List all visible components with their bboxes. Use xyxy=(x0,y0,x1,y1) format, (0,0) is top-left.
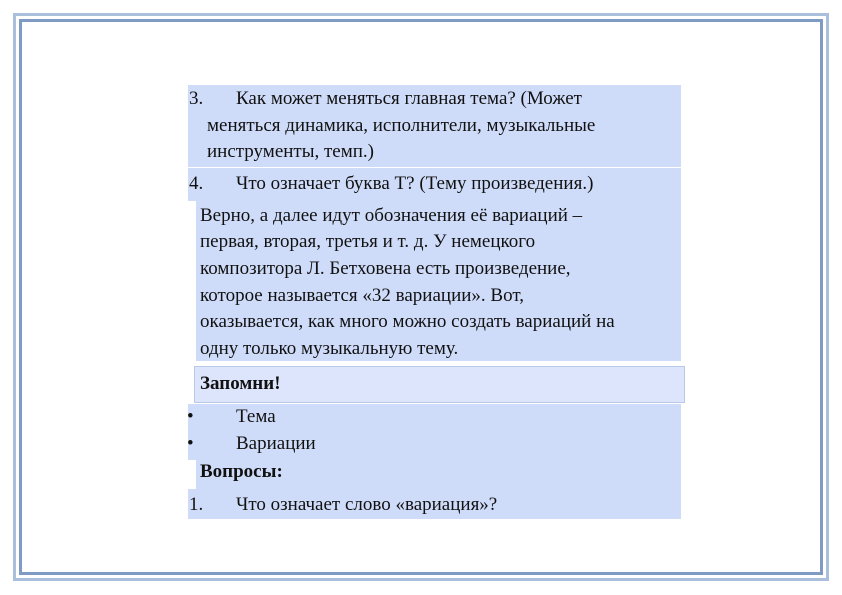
explanation-line-5: оказывается, как много можно создать вариаций на xyxy=(200,311,615,332)
explanation-line-6: одну только музыкальную тему. xyxy=(200,338,459,359)
question-4-text: Что означает буква Т? (Тему произведения.) xyxy=(236,173,594,194)
question-3-number: 3. xyxy=(189,88,204,109)
explanation-line-4: которое называется «32 вариации». Вот, xyxy=(200,285,524,306)
explanation-line-2: первая, вторая, третья и т. д. У немецкого xyxy=(200,231,536,252)
question-1-text: Что означает слово «вариация»? xyxy=(236,494,498,515)
remember-title: Запомни! xyxy=(200,373,281,394)
remember-item-2: Вариации xyxy=(236,433,316,454)
questions-title: Вопросы: xyxy=(200,461,283,482)
bullet-icon: • xyxy=(187,433,194,454)
remember-item-1: Тема xyxy=(236,406,276,427)
question-3-line-2: меняться динамика, исполнители, музыкальные xyxy=(207,115,596,136)
question-3-line-1: Как может меняться главная тема? (Может xyxy=(236,88,582,109)
question-4-number: 4. xyxy=(189,173,204,194)
explanation-line-3: композитора Л. Бетховена есть произведение, xyxy=(200,258,571,279)
question-1-number: 1. xyxy=(189,494,204,515)
bullet-icon: • xyxy=(187,406,194,427)
question-3-line-3: инструменты, темп.) xyxy=(207,141,375,162)
explanation-line-1: Верно, а далее идут обозначения её вариаций – xyxy=(200,205,583,226)
